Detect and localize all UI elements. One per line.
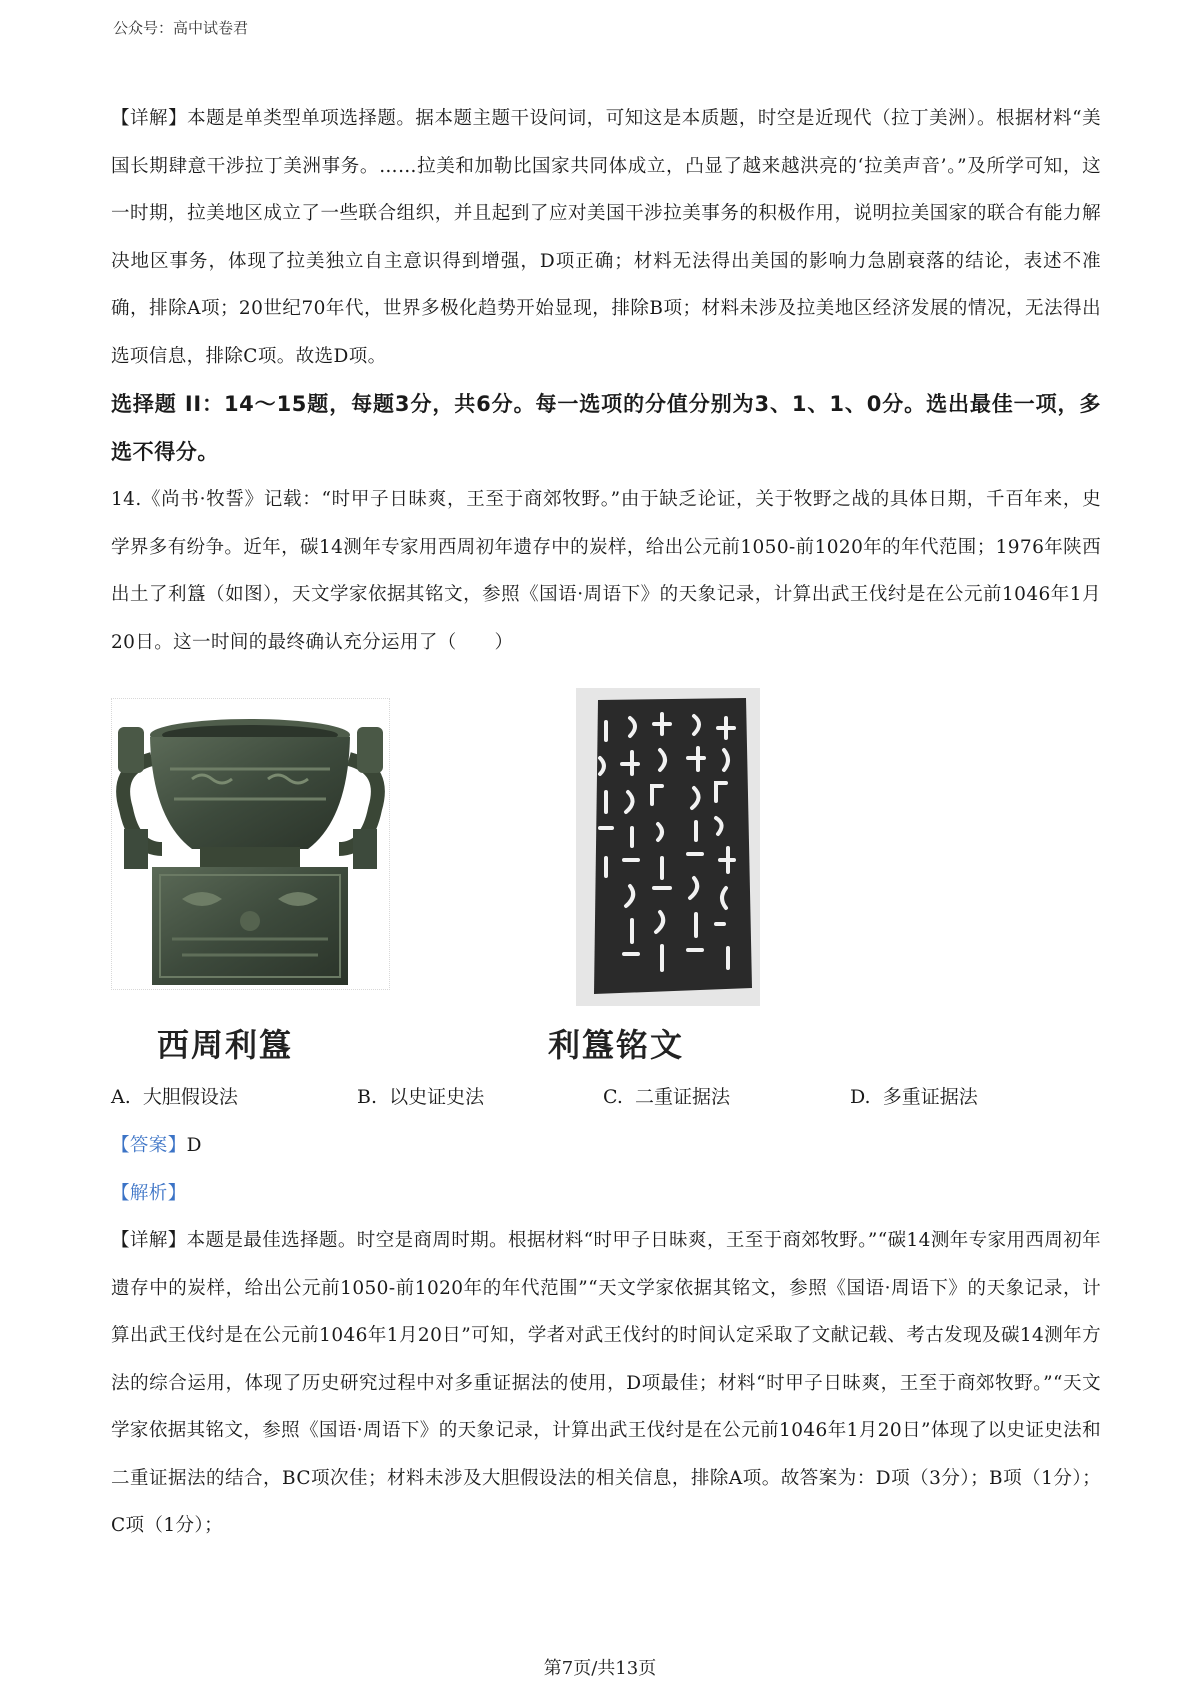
answer-section	[111, 1122, 1101, 1550]
option-b: B. 以史证史法	[357, 1086, 485, 1108]
answer-label: 【答案】	[111, 1135, 187, 1156]
option-d: D. 多重证据法	[850, 1086, 978, 1108]
page-header-account: 公众号：高中试卷君	[113, 19, 249, 37]
bronze-vessel-icon	[112, 699, 389, 989]
answer-value: D	[186, 1135, 202, 1156]
analysis-label: 【解析】	[111, 1182, 187, 1204]
inscription-rubbing-image	[576, 688, 760, 1006]
explanation: 【详解】本题是最佳选择题。时空是商周时期。根据材料“时甲子日昧爽，王至于商郊牧野。”“碳14测年专家用西周初年遗存中的炭样，给出公元前1050-前1020年的年代范围”“天文学家依据其铭文，参照《国语·周语下》的天象记录，计算出武王伐纣是在公元前1046年1月20日”可知，学者对武王伐纣的时间认定采取了文献记载、考古发现及碳14测年方法的综合运用，体现了历史研究过程中对多重证据法的使用，D项最佳；材料“时甲子日昧爽，王至于商郊牧野。”“天文学家依据其铭文，参照《国语·周语下》的天象记录，计算出武王伐纣是在公元前1046年1月20日”体现了以史证史法和二重证据法的结合，BC项次佳；材料未涉及大胆假设法的相关信息，排除A项。故答案为：D项（3分）；B项（1分）；C项（1分）；	[111, 1230, 1101, 1536]
page-footer: 第7页/共13页	[543, 1658, 657, 1679]
option-c: C. 二重证据法	[603, 1086, 731, 1108]
inscription-icon	[576, 688, 760, 1006]
fig1-caption: 西周利簋	[157, 1026, 294, 1064]
fig2-caption: 利簋铭文	[548, 1026, 685, 1064]
question-stem: 14.《尚书·牧誓》记载：“时甲子日昧爽，王至于商郊牧野。”由于缺乏论证，关于牧野之战的具体日期，千百年来，史学界多有纷争。近年，碳14测年专家用西周初年遗存中的炭样，给出公元前1050-前1020年的年代范围；1976年陕西出土了利簋（如图），天文学家依据其铭文，参照《国语·周语下》的天象记录，计算出武王伐纣是在公元前1046年1月20日。这一时间的最终确认充分运用了（ ）	[111, 489, 1101, 653]
section-heading: 选择题 II：14～15题，每题3分，共6分。每一选项的分值分别为3、1、1、0分。选出最佳一项，多选不得分。	[111, 392, 1101, 464]
figures	[111, 688, 1101, 1078]
previous-explanation: 【详解】本题是单类型单项选择题。据本题主题干设问词，可知这是本质题，时空是近现代（拉丁美洲）。根据材料“美国长期肆意干涉拉丁美洲事务。……拉美和加勒比国家共同体成立，凸显了越来越洪亮的‘拉美声音’。”及所学可知，这一时期，拉美地区成立了一些联合组织，并且起到了应对美国干涉拉美事务的积极作用，说明拉美国家的联合有能力解决地区事务，体现了拉美独立自主意识得到增强，D项正确；材料无法得出美国的影响力急剧衰落的结论，表述不准确，排除A项；20世纪70年代，世界多极化趋势开始显现，排除B项；材料未涉及拉美地区经济发展的情况，无法得出选项信息，排除C项。故选D项。	[111, 108, 1101, 367]
answer-options	[111, 1082, 1101, 1122]
option-a: A. 大胆假设法	[111, 1086, 238, 1108]
page-content	[111, 95, 1101, 666]
li-gui-vessel-image	[111, 698, 390, 990]
answer-line	[111, 1122, 1101, 1170]
